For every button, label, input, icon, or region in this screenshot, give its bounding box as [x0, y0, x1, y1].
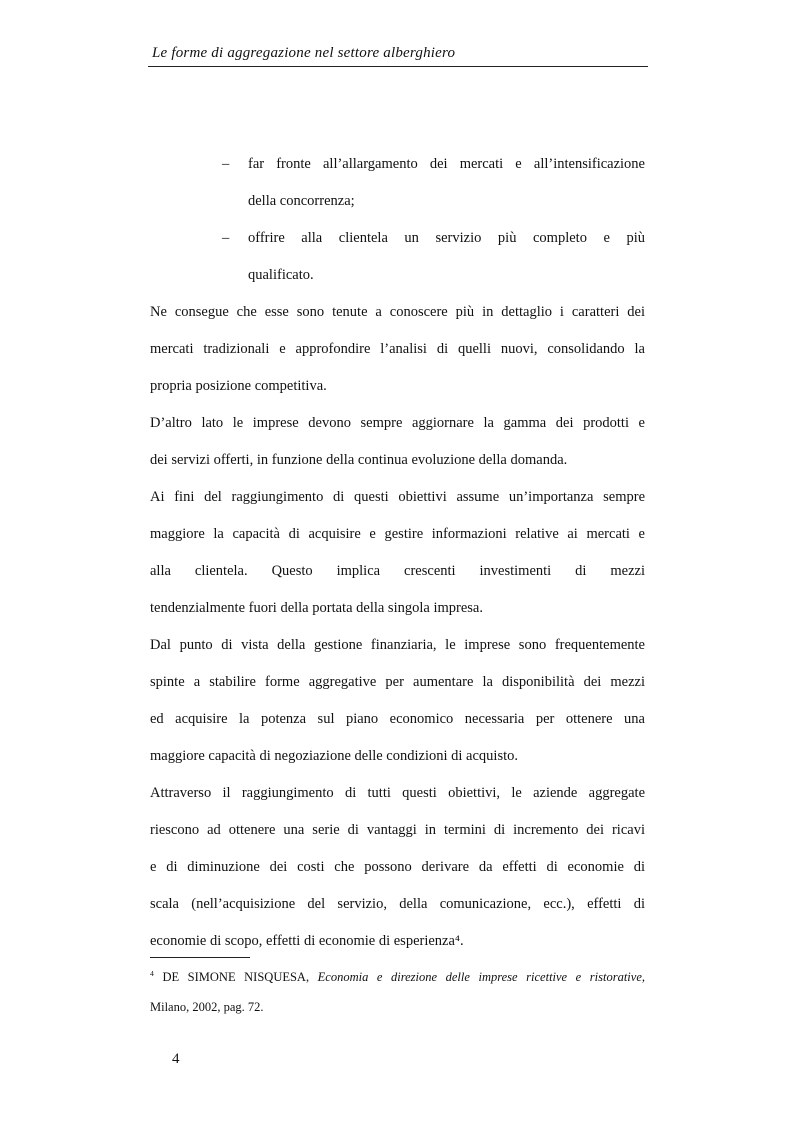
footnote-marker: 4 — [150, 968, 154, 978]
text-line: Attraverso il raggiungimento di tutti questi obiettivi, le aziende aggregate — [150, 785, 645, 801]
text-line: Ne consegue che esse sono tenute a conoscere più in dettaglio i caratteri dei — [150, 304, 645, 320]
footnote-line: Milano, 2002, pag. 72. — [150, 1000, 264, 1014]
footnote — [150, 957, 645, 1022]
paragraph — [150, 294, 645, 405]
text-line: dei servizi offerti, in funzione della continua evoluzione della domanda. — [150, 452, 568, 468]
text-line: D’altro lato le imprese devono sempre aggiornare la gamma dei prodotti e — [150, 415, 645, 431]
paragraph — [150, 775, 645, 960]
bullet-text — [248, 220, 645, 294]
text-line: economie di scopo, effetti di economie di esperienza⁴. — [150, 933, 464, 949]
text-line: scala (nell’acquisizione del servizio, della comunicazione, ecc.), effetti di — [150, 896, 645, 912]
bullet-item — [150, 146, 645, 220]
text-line: offrire alla clientela un servizio più completo e più — [248, 230, 645, 246]
text-line: mercati tradizionali e approfondire l’analisi di quelli nuovi, consolidando la — [150, 341, 645, 357]
bullet-text — [248, 146, 645, 220]
text-line: Ai fini del raggiungimento di questi obiettivi assume un’importanza sempre — [150, 489, 645, 505]
text-line: riescono ad ottenere una serie di vantaggi in termini di incremento dei ricavi — [150, 822, 645, 838]
footnote-separator — [150, 957, 250, 958]
paragraph — [150, 479, 645, 627]
running-header-title: Le forme di aggregazione nel settore alberghiero — [152, 45, 456, 61]
text-line: tendenzialmente fuori della portata della singola impresa. — [150, 600, 483, 616]
running-header — [148, 42, 648, 67]
bullet-item — [150, 220, 645, 294]
bullet-marker: – — [222, 230, 230, 246]
bullet-marker: – — [222, 156, 230, 172]
footnote-author: DE SIMONE NISQUESA, — [153, 970, 318, 984]
text-line: ed acquisire la potenza sul piano economico necessaria per ottenere una — [150, 711, 645, 727]
page-body — [150, 146, 645, 960]
text-line: della concorrenza; — [248, 193, 355, 209]
text-line: maggiore capacità di negoziazione delle condizioni di acquisto. — [150, 748, 518, 764]
page-number: 4 — [172, 1051, 180, 1067]
text-line: propria posizione competitiva. — [150, 378, 327, 394]
paragraph — [150, 405, 645, 479]
text-line: spinte a stabilire forme aggregative per aumentare la disponibilità dei mezzi — [150, 674, 645, 690]
text-line: far fronte all’allargamento dei mercati e all’intensificazione — [248, 156, 645, 172]
paragraph — [150, 627, 645, 775]
text-line: Dal punto di vista della gestione finanziaria, le imprese sono frequentemente — [150, 637, 645, 653]
text-line: e di diminuzione dei costi che possono derivare da effetti di economie di — [150, 859, 645, 875]
text-line: alla clientela. Questo implica crescenti investimenti di mezzi — [150, 563, 645, 579]
text-line: qualificato. — [248, 267, 314, 283]
footnote-line — [150, 962, 645, 992]
footnote-work-title: Economia e direzione delle imprese ricettive e ristorative, — [317, 970, 645, 984]
text-line: maggiore la capacità di acquisire e gestire informazioni relative ai mercati e — [150, 526, 645, 542]
